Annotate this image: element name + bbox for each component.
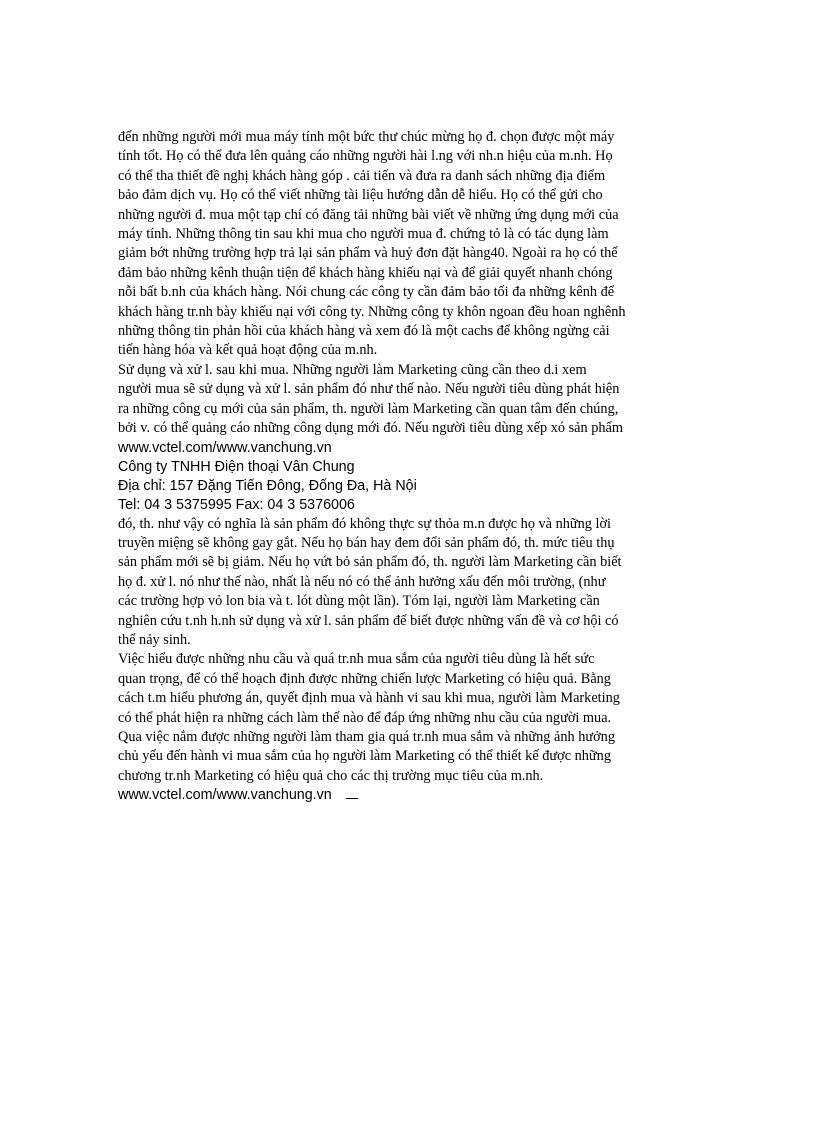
text-line: tiến hàng hóa và kết quả hoạt động của m.nh. (118, 342, 378, 359)
website-link-2[interactable]: www.vctel.com/www.vanchung.vn (118, 787, 332, 804)
company-address: Địa chỉ: 157 Đặng Tiến Đông, Đống Đa, Hà Nội (118, 477, 417, 494)
text-line: thể nảy sinh. (118, 631, 191, 648)
text-line: những thông tin phản hồi của khách hàng và xem đó là một cachs để không ngừng cải (118, 323, 610, 340)
text-line: máy tính. Những thông tin sau khi mua cho người mua đ. chứng tỏ là có tác dụng làm (118, 226, 609, 243)
text-line: những người đ. mua một tạp chí có đăng tải những bài viết về những ứng dụng mới của (118, 206, 619, 223)
text-line: Qua việc nắm được những người làm tham gia quá tr.nh mua sắm và những ảnh hưởng (118, 728, 615, 745)
text-line: cách t.m hiểu phương án, quyết định mua và hành vi sau khi mua, người làm Marketing (118, 690, 620, 707)
text-line: nghiên cứu t.nh h.nh sử dụng và xử l. sản phẩm để biết được những vấn đề và cơ hội có (118, 612, 619, 629)
website-footer-2 (118, 786, 698, 805)
text-line: nỗi bất b.nh của khách hàng. Nói chung các công ty cần đảm bảo tối đa những kênh để (118, 284, 615, 301)
paragraph-conclusion (118, 650, 698, 786)
text-line: truyền miệng sẽ không gay gắt. Nếu họ bán hay đem đổi sản phẩm đó, th. mức tiêu thụ (118, 534, 615, 551)
text-line: bảo đảm dịch vụ. Họ có thể viết những tài liệu hướng dẫn dễ hiểu. Họ có thể gửi cho (118, 187, 603, 204)
document-page (118, 128, 698, 805)
text-line: đảm bảo những kênh thuận tiện để khách hàng khiếu nại và để giải quyết nhanh chóng (118, 264, 613, 281)
text-line: khách hàng tr.nh bày khiếu nại với công ty. Những công ty khôn ngoan đều hoan nghênh (118, 303, 626, 320)
text-line: có thể phát hiện ra những cách làm thế nào để đáp ứng những nhu cầu của người mua. (118, 709, 612, 726)
paragraph-after-purchase (118, 128, 698, 361)
text-line: Sử dụng và xử l. sau khi mua. Những người làm Marketing cũng cần theo d.i xem (118, 361, 587, 378)
text-line: giảm bớt những trường hợp trả lại sản phẩm và huỷ đơn đặt hàng40. Ngoài ra họ có thể (118, 245, 618, 262)
company-phone: Tel: 04 3 5375995 Fax: 04 3 5376006 (118, 496, 355, 513)
company-name: Công ty TNHH Điện thoại Vân Chung (118, 458, 355, 475)
text-line: người mua sẽ sử dụng và xử l. sản phẩm đó như thế nào. Nếu người tiêu dùng phát hiện (118, 381, 620, 398)
text-line: chủ yếu đến hành vi mua sắm của họ người làm Marketing có thể thiết kế được những (118, 748, 611, 765)
text-line: bởi v. có thể quảng cáo những công dụng mới đó. Nếu người tiêu dùng xếp xó sản phẩm (118, 420, 623, 437)
website-footer-1[interactable]: www.vctel.com/www.vanchung.vn (118, 439, 332, 456)
text-line: đó, th. như vậy có nghĩa là sản phẩm đó không thực sự thỏa m.n được họ và những lời (118, 515, 612, 532)
text-line: Việc hiểu được những nhu cầu và quá tr.nh mua sắm của người tiêu dùng là hết sức (118, 651, 595, 668)
text-line: chương tr.nh Marketing có hiệu quả cho các thị trường mục tiêu của m.nh. (118, 767, 544, 784)
text-line: đến những người mới mua máy tính một bức thư chúc mừng họ đ. chọn được một máy (118, 129, 615, 145)
text-cursor-mark (346, 786, 358, 799)
paragraph-usage-disposal (118, 361, 698, 439)
text-line: tính tốt. Họ có thể đưa lên quảng cáo những người hài l.ng với nh.n hiệu của m.nh. Họ (118, 148, 613, 165)
paragraph-disposal-effects (118, 515, 698, 651)
text-line: các trường hợp vỏ lon bia và t. lót dùng một lần). Tóm lại, người làm Marketing cần (118, 593, 600, 610)
text-line: họ đ. xử l. nó như thế nào, nhất là nếu nó có thể ảnh hưởng xấu đến môi trường, (như (118, 573, 606, 590)
text-line: ra những công cụ mới của sản phẩm, th. người làm Marketing cần quan tâm đến chúng, (118, 400, 619, 417)
text-line: quan trọng, để có thể hoạch định được những chiến lược Marketing có hiệu quả. Bằng (118, 670, 611, 687)
text-line: sản phẩm mới sẽ bị giảm. Nếu họ vứt bỏ sản phẩm đó, th. người làm Marketing cần biết (118, 554, 622, 571)
text-line: có thể tha thiết đề nghị khách hàng góp . cải tiến và đưa ra danh sách những địa điểm (118, 167, 606, 184)
